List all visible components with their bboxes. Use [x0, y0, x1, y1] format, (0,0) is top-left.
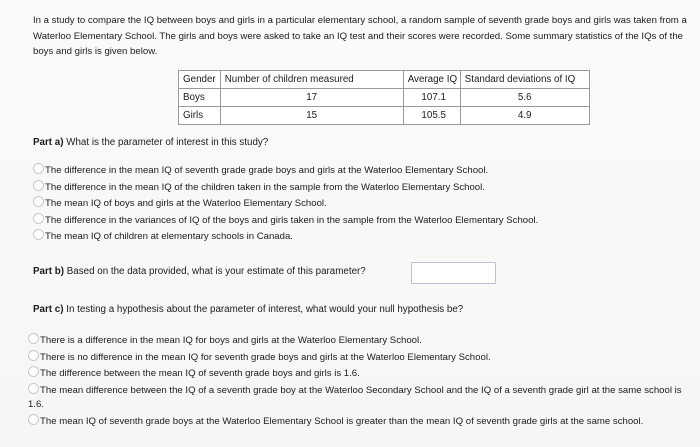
table-header-row — [179, 71, 590, 89]
table-cell: 107.1 — [403, 89, 460, 107]
table-header-cell: Gender — [179, 71, 221, 89]
summary-statistics-table — [178, 70, 590, 125]
radio-button[interactable] — [33, 180, 44, 191]
part-c-label: Part c) — [33, 304, 64, 315]
part-a-option[interactable] — [33, 196, 693, 213]
part-a-question — [33, 137, 268, 148]
option-text: The difference in the mean IQ of seventh grade grade boys and girls at the Waterloo Elementary School. — [45, 165, 489, 176]
option-text: The difference between the mean IQ of seventh grade boys and girls is 1.6. — [40, 368, 360, 379]
radio-button[interactable] — [33, 163, 44, 174]
part-a-option[interactable] — [33, 180, 693, 197]
part-a-option[interactable] — [33, 213, 693, 230]
table-row — [179, 107, 590, 125]
table-cell: 5.6 — [460, 89, 589, 107]
option-text: The mean IQ of children at elementary schools in Canada. — [45, 231, 293, 242]
option-text: The mean IQ of boys and girls at the Waterloo Elementary School. — [45, 198, 327, 209]
part-a-option[interactable] — [33, 229, 693, 246]
part-b-text: Based on the data provided, what is your estimate of this parameter? — [66, 266, 366, 277]
radio-button[interactable] — [28, 366, 39, 377]
part-c-text: In testing a hypothesis about the parameter of interest, what would your null hypothesis be? — [66, 304, 464, 315]
radio-button[interactable] — [28, 383, 39, 394]
radio-button[interactable] — [28, 350, 39, 361]
intro-paragraph: In a study to compare the IQ between boys and girls in a particular elementary school, a random sample of seventh grade boys and girls was taken from a Waterloo Elementary School. The girls and boys were asked to take an IQ test and their scores were recorded. Some summary statistics of the IQs of the boys and girls is given below. — [33, 15, 687, 57]
part-c-option[interactable] — [28, 414, 688, 431]
table-cell: 105.5 — [403, 107, 460, 125]
table-cell: 4.9 — [460, 107, 589, 125]
part-a-label: Part a) — [33, 137, 64, 148]
option-text: The difference in the mean IQ of the children taken in the sample from the Waterloo Elementary School. — [45, 181, 485, 193]
part-b-answer-input[interactable] — [411, 262, 496, 284]
part-c-options — [28, 333, 688, 430]
table-header-cell: Standard deviations of IQ — [460, 71, 589, 89]
option-text: There is a difference in the mean IQ for boys and girls at the Waterloo Elementary School. — [40, 335, 422, 346]
table-header-cell: Number of children measured — [220, 71, 403, 89]
table-cell: 17 — [220, 89, 403, 107]
part-c-option[interactable] — [28, 333, 688, 350]
part-b-label: Part b) — [33, 266, 65, 277]
part-c-question — [33, 304, 463, 315]
radio-button[interactable] — [28, 414, 39, 425]
part-a-options — [33, 163, 693, 246]
option-text: The difference in the variances of IQ of the boys and girls taken in the sample from the Waterloo Elementary School. — [45, 214, 539, 226]
radio-button[interactable] — [33, 196, 44, 207]
part-c-option[interactable] — [28, 350, 688, 367]
radio-button[interactable] — [28, 333, 39, 344]
table-cell: Girls — [179, 107, 221, 125]
part-a-text: What is the parameter of interest in this study? — [66, 137, 269, 148]
part-c-option[interactable] — [28, 383, 688, 414]
part-a-option[interactable] — [33, 163, 693, 180]
option-text: The mean difference between the IQ of a seventh grade boy at the Waterloo Secondary School and the IQ of a seventh grade girl at the same school is 1.6. — [28, 384, 682, 410]
part-c-option[interactable] — [28, 366, 688, 383]
table-header-cell: Average IQ — [403, 71, 460, 89]
part-b-question — [33, 266, 366, 277]
table-row — [179, 89, 590, 107]
radio-button[interactable] — [33, 229, 44, 240]
option-text: The mean IQ of seventh grade boys at the Waterloo Elementary School is greater than the mean IQ of seventh grade girls at the same school. — [40, 415, 644, 427]
option-text: There is no difference in the mean IQ for seventh grade boys and girls at the Waterloo Elementary School. — [40, 351, 491, 363]
radio-button[interactable] — [33, 213, 44, 224]
table-cell: Boys — [179, 89, 221, 107]
table-cell: 15 — [220, 107, 403, 125]
